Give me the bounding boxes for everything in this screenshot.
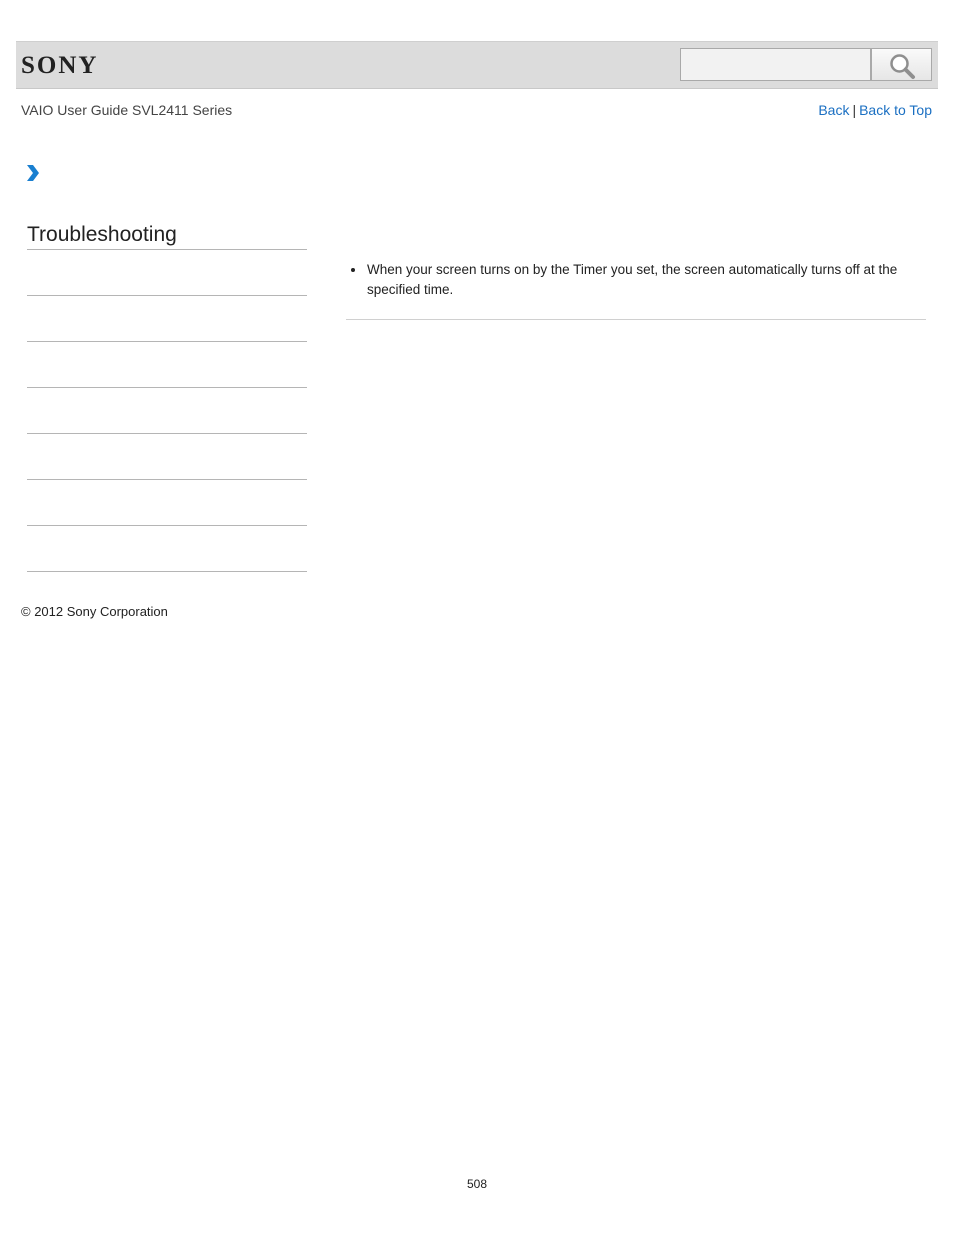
copyright: © 2012 Sony Corporation (21, 604, 168, 619)
magnifier-icon (888, 52, 916, 80)
sony-logo: SONY (21, 52, 99, 79)
nav-separator: | (852, 102, 857, 118)
sidebar-item[interactable] (27, 296, 307, 342)
sidebar-item[interactable] (27, 434, 307, 480)
back-to-top-link[interactable]: Back to Top (859, 102, 932, 118)
sidebar (27, 222, 307, 572)
sidebar-item[interactable] (27, 342, 307, 388)
chevron-right-icon (26, 165, 40, 181)
guide-title: VAIO User Guide SVL2411 Series (21, 102, 233, 118)
back-link[interactable]: Back (818, 102, 850, 118)
sidebar-item[interactable] (27, 388, 307, 434)
breadcrumb-chevron[interactable] (26, 165, 40, 186)
top-nav-links (818, 102, 932, 118)
page-number: 508 (466, 1177, 488, 1191)
sidebar-item[interactable] (27, 526, 307, 572)
sidebar-item[interactable] (27, 480, 307, 526)
search-input[interactable] (680, 48, 871, 81)
bullet-list (346, 260, 926, 320)
sidebar-item[interactable] (27, 250, 307, 296)
main-content (346, 260, 926, 320)
search-button[interactable] (871, 48, 932, 81)
sidebar-heading: Troubleshooting (27, 222, 307, 250)
header-bar (16, 41, 938, 89)
list-item: When your screen turns on by the Timer you set, the screen automatically turns off at the specified time. (346, 260, 926, 300)
